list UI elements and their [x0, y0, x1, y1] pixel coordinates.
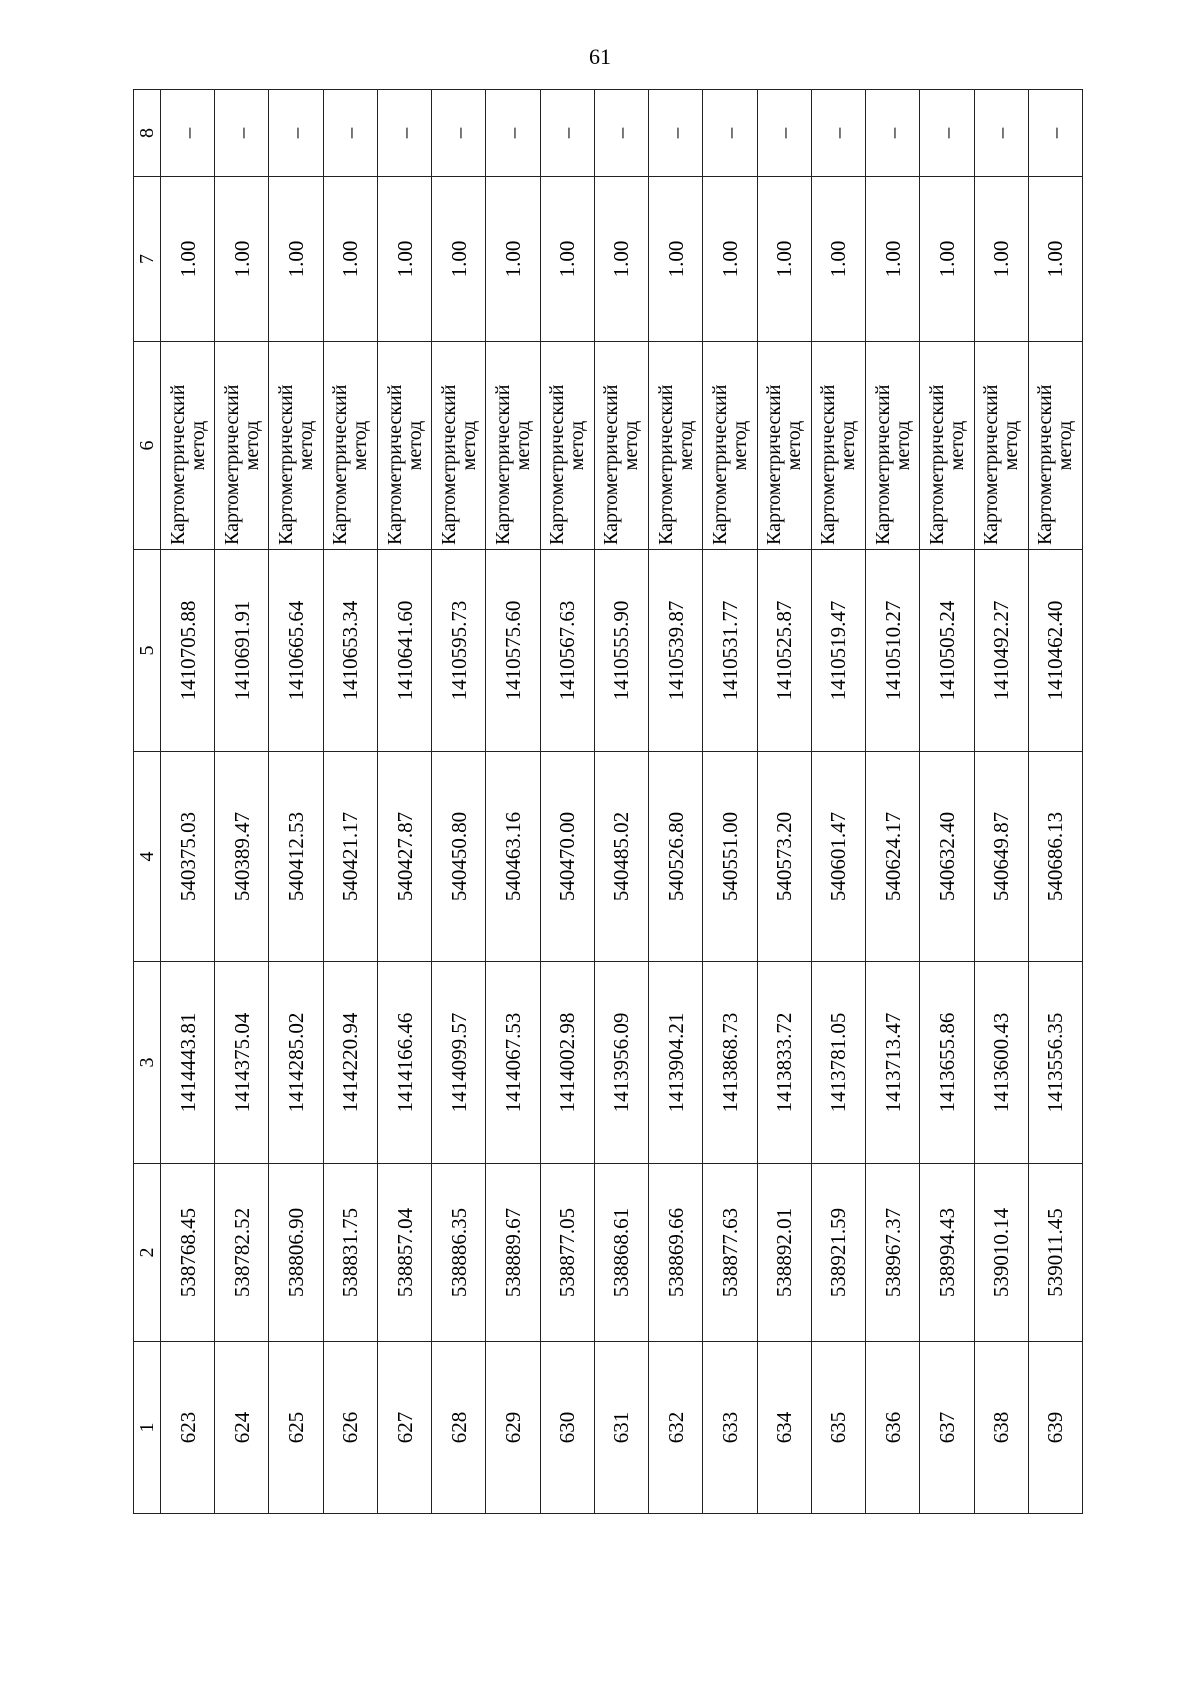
table-cell: 634: [757, 1342, 811, 1514]
method-cell: [757, 342, 811, 550]
table-cell: 540421.17: [323, 752, 377, 962]
table-cell: 1413833.72: [757, 962, 811, 1164]
method-line-1: Картометрический: [1034, 384, 1057, 545]
method-line-2: метод: [186, 420, 209, 471]
method-line-1: Картометрический: [980, 384, 1003, 545]
table-row: [974, 90, 1028, 1514]
method-cell: [323, 342, 377, 550]
table-cell: 1414285.02: [269, 962, 323, 1164]
table-cell: 538869.66: [649, 1164, 703, 1342]
table-cell: 1410539.87: [649, 550, 703, 752]
method-cell: [215, 342, 269, 550]
method-cell: [432, 342, 486, 550]
table-cell: 540526.80: [649, 752, 703, 962]
header-cell: 6: [134, 342, 161, 550]
method-cell: [486, 342, 540, 550]
method-line-2: метод: [512, 420, 535, 471]
table-cell: 538994.43: [920, 1164, 974, 1342]
table-cell: 1.00: [1028, 177, 1082, 342]
table-cell: 540624.17: [866, 752, 920, 962]
method-cell: [649, 342, 703, 550]
table-row: [323, 90, 377, 1514]
method-line-1: Картометрический: [925, 384, 948, 545]
table-cell: 629: [486, 1342, 540, 1514]
method-line-2: метод: [620, 420, 643, 471]
table-cell: 538806.90: [269, 1164, 323, 1342]
table-cell: 637: [920, 1342, 974, 1514]
table-cell: 538877.63: [703, 1164, 757, 1342]
table-cell: 628: [432, 1342, 486, 1514]
table-cell: 1.00: [377, 177, 431, 342]
table-cell: 1410519.47: [811, 550, 865, 752]
table-cell: 1414099.57: [432, 962, 486, 1164]
table-cell: 1410705.88: [161, 550, 215, 752]
table-cell: 630: [540, 1342, 594, 1514]
table-cell: 1413868.73: [703, 962, 757, 1164]
table-cell: 538831.75: [323, 1164, 377, 1342]
method-cell: [269, 342, 323, 550]
table-row: [377, 90, 431, 1514]
table-cell: 1413781.05: [811, 962, 865, 1164]
table-cell: 1410653.34: [323, 550, 377, 752]
method-cell: [974, 342, 1028, 550]
table-cell: 1410665.64: [269, 550, 323, 752]
table-cell: 626: [323, 1342, 377, 1514]
rotated-table-container: [133, 90, 1083, 1514]
table-cell: 1414220.94: [323, 962, 377, 1164]
method-cell: [920, 342, 974, 550]
table-row: [432, 90, 486, 1514]
table-cell: 1414443.81: [161, 962, 215, 1164]
table-cell: 1.00: [432, 177, 486, 342]
table-cell: –: [486, 90, 540, 177]
table-cell: 538886.35: [432, 1164, 486, 1342]
page-number: 61: [589, 44, 611, 69]
table-cell: 1413655.86: [920, 962, 974, 1164]
table-cell: 540450.80: [432, 752, 486, 962]
table-cell: –: [161, 90, 215, 177]
method-line-2: метод: [240, 420, 263, 471]
table-cell: –: [377, 90, 431, 177]
table-row: [486, 90, 540, 1514]
table-cell: –: [649, 90, 703, 177]
method-line-1: Картометрический: [275, 384, 298, 545]
table-cell: –: [866, 90, 920, 177]
table-cell: 627: [377, 1342, 431, 1514]
header-cell: 8: [134, 90, 161, 177]
table-cell: 1413713.47: [866, 962, 920, 1164]
method-line-2: метод: [403, 420, 426, 471]
table-cell: 1.00: [974, 177, 1028, 342]
table-cell: 540573.20: [757, 752, 811, 962]
header-cell: 5: [134, 550, 161, 752]
table-cell: 1.00: [323, 177, 377, 342]
header-cell: 2: [134, 1164, 161, 1342]
method-cell: [377, 342, 431, 550]
method-line-2: метод: [349, 420, 372, 471]
table-cell: 625: [269, 1342, 323, 1514]
table-cell: 1410555.90: [594, 550, 648, 752]
table-cell: –: [757, 90, 811, 177]
method-cell: [811, 342, 865, 550]
table-cell: –: [974, 90, 1028, 177]
table-cell: 1410492.27: [974, 550, 1028, 752]
method-cell: [703, 342, 757, 550]
method-cell: [161, 342, 215, 550]
method-line-1: Картометрический: [492, 384, 515, 545]
method-line-1: Картометрический: [329, 384, 352, 545]
table-cell: 540412.53: [269, 752, 323, 962]
table-row: [866, 90, 920, 1514]
table-row: [269, 90, 323, 1514]
table-cell: –: [269, 90, 323, 177]
table-cell: 635: [811, 1342, 865, 1514]
table-row: [649, 90, 703, 1514]
table-cell: 1.00: [486, 177, 540, 342]
table-cell: 538921.59: [811, 1164, 865, 1342]
table-cell: 1.00: [811, 177, 865, 342]
method-line-2: метод: [1054, 420, 1077, 471]
method-line-2: метод: [728, 420, 751, 471]
table-cell: 540649.87: [974, 752, 1028, 962]
method-line-1: Картометрический: [546, 384, 569, 545]
table-cell: 1410531.77: [703, 550, 757, 752]
table-row: [215, 90, 269, 1514]
table-cell: 1410567.63: [540, 550, 594, 752]
table-cell: 1413956.09: [594, 962, 648, 1164]
table-cell: –: [432, 90, 486, 177]
table-cell: 1413556.35: [1028, 962, 1082, 1164]
method-line-2: метод: [1000, 420, 1023, 471]
coordinates-table: [133, 89, 1083, 1514]
table-cell: 538967.37: [866, 1164, 920, 1342]
table-cell: 1.00: [757, 177, 811, 342]
table-cell: 1.00: [594, 177, 648, 342]
table-cell: 540601.47: [811, 752, 865, 962]
method-cell: [1028, 342, 1082, 550]
method-cell: [594, 342, 648, 550]
table-cell: 1414166.46: [377, 962, 431, 1164]
table-cell: –: [811, 90, 865, 177]
table-cell: 1.00: [269, 177, 323, 342]
method-line-1: Картометрический: [763, 384, 786, 545]
table-cell: 1413600.43: [974, 962, 1028, 1164]
table-cell: 1410641.60: [377, 550, 431, 752]
header-cell: 4: [134, 752, 161, 962]
table-cell: 1414002.98: [540, 962, 594, 1164]
table-cell: –: [540, 90, 594, 177]
table-cell: 540389.47: [215, 752, 269, 962]
table-cell: 1410691.91: [215, 550, 269, 752]
table-cell: 636: [866, 1342, 920, 1514]
method-line-2: метод: [457, 420, 480, 471]
table-cell: 631: [594, 1342, 648, 1514]
table-row: [161, 90, 215, 1514]
table-cell: 538889.67: [486, 1164, 540, 1342]
table-cell: 538782.52: [215, 1164, 269, 1342]
table-cell: 624: [215, 1342, 269, 1514]
table-cell: 1410462.40: [1028, 550, 1082, 752]
method-line-2: метод: [891, 420, 914, 471]
table-cell: 540686.13: [1028, 752, 1082, 962]
method-line-2: метод: [945, 420, 968, 471]
table-cell: –: [215, 90, 269, 177]
table-cell: 632: [649, 1342, 703, 1514]
method-line-1: Картометрический: [817, 384, 840, 545]
table-cell: 1410525.87: [757, 550, 811, 752]
table-cell: –: [323, 90, 377, 177]
method-line-2: метод: [783, 420, 806, 471]
table-row: [757, 90, 811, 1514]
table-cell: –: [703, 90, 757, 177]
header-cell: 1: [134, 1342, 161, 1514]
table-cell: 1.00: [866, 177, 920, 342]
table-cell: 1410510.27: [866, 550, 920, 752]
table-cell: 538892.01: [757, 1164, 811, 1342]
table-cell: 1.00: [540, 177, 594, 342]
table-cell: 540470.00: [540, 752, 594, 962]
table-row: [1028, 90, 1082, 1514]
method-line-1: Картометрический: [220, 384, 243, 545]
table-cell: 540427.87: [377, 752, 431, 962]
table-cell: 1.00: [161, 177, 215, 342]
table-row: [920, 90, 974, 1514]
table-cell: 1.00: [215, 177, 269, 342]
table-row: [540, 90, 594, 1514]
table-cell: 538868.61: [594, 1164, 648, 1342]
table-cell: –: [594, 90, 648, 177]
table-cell: –: [1028, 90, 1082, 177]
table-header-row: [134, 90, 161, 1514]
table-cell: 1.00: [649, 177, 703, 342]
header-cell: 3: [134, 962, 161, 1164]
table-cell: 1.00: [703, 177, 757, 342]
table-cell: 538857.04: [377, 1164, 431, 1342]
table-cell: 1410505.24: [920, 550, 974, 752]
method-cell: [540, 342, 594, 550]
table-cell: 539010.14: [974, 1164, 1028, 1342]
table-cell: 623: [161, 1342, 215, 1514]
method-line-2: метод: [674, 420, 697, 471]
method-line-1: Картометрический: [871, 384, 894, 545]
table-row: [594, 90, 648, 1514]
table-cell: –: [920, 90, 974, 177]
method-line-2: метод: [837, 420, 860, 471]
table-cell: 538768.45: [161, 1164, 215, 1342]
table-cell: 639: [1028, 1342, 1082, 1514]
table-row: [703, 90, 757, 1514]
method-line-1: Картометрический: [654, 384, 677, 545]
header-cell: 7: [134, 177, 161, 342]
table-cell: 633: [703, 1342, 757, 1514]
method-line-2: метод: [295, 420, 318, 471]
table-cell: 1410575.60: [486, 550, 540, 752]
table-cell: 540485.02: [594, 752, 648, 962]
table-cell: 540463.16: [486, 752, 540, 962]
method-line-1: Картометрический: [708, 384, 731, 545]
method-line-1: Картометрический: [166, 384, 189, 545]
table-cell: 540375.03: [161, 752, 215, 962]
method-line-1: Картометрический: [437, 384, 460, 545]
table-cell: 540551.00: [703, 752, 757, 962]
method-cell: [866, 342, 920, 550]
table-cell: 638: [974, 1342, 1028, 1514]
table-cell: 1410595.73: [432, 550, 486, 752]
table-cell: 1413904.21: [649, 962, 703, 1164]
table-cell: 539011.45: [1028, 1164, 1082, 1342]
table-cell: 538877.05: [540, 1164, 594, 1342]
method-line-2: метод: [566, 420, 589, 471]
table-cell: 540632.40: [920, 752, 974, 962]
method-line-1: Картометрический: [600, 384, 623, 545]
table-cell: 1414067.53: [486, 962, 540, 1164]
table-cell: 1.00: [920, 177, 974, 342]
method-line-1: Картометрический: [383, 384, 406, 545]
table-cell: 1414375.04: [215, 962, 269, 1164]
table-row: [811, 90, 865, 1514]
